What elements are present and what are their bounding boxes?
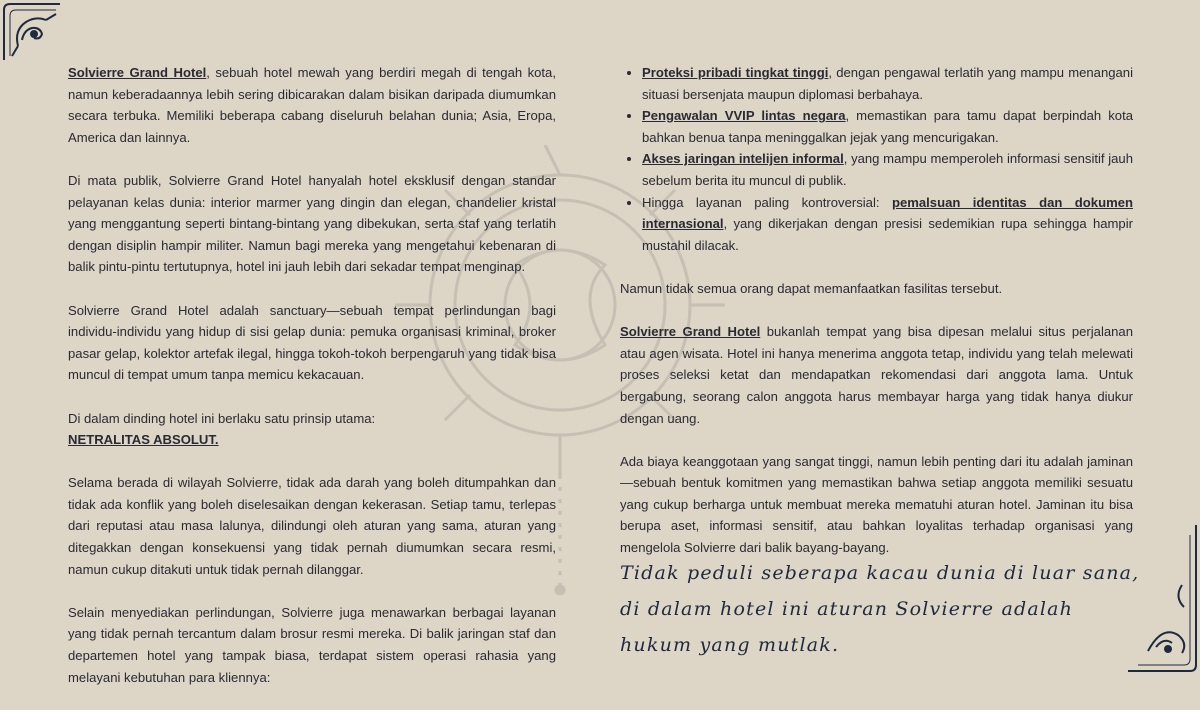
list-item: • Hingga layanan paling kontroversial: pemalsuan identitas dan dokumen internasional, yang dikerjakan dengan presisi sedemikian rupa sehingga hampir mustahil dilacak.: [642, 192, 1133, 257]
list-item: • Proteksi pribadi tingkat tinggi, dengan pengawal terlatih yang mampu menangani situasi bersenjata maupun diplomasi berbahaya.: [642, 62, 1133, 105]
services-intro-paragraph: Selain menyediakan perlindungan, Solvierre juga menawarkan berbagai layanan yang tidak pernah tercantum dalam brosur resmi mereka. Di balik jaringan staf dan departemen hotel yang tampak biasa, terdapat sistem operasi rahasia yang melayani kebutuhan para kliennya:: [68, 604, 556, 685]
list-item: • Akses jaringan intelijen informal, yang mampu memperoleh informasi sensitif jauh sebelum berita itu muncul di publik.: [642, 148, 1133, 191]
list-item: • Pengawalan VVIP lintas negara, memastikan para tamu dapat berpindah kota bahkan benua tanpa meninggalkan jejak yang mencurigakan.: [642, 105, 1133, 148]
corner-ornament-icon: [0, 0, 64, 64]
services-list: [620, 62, 1133, 256]
right-column: [620, 62, 1133, 580]
closing-quote: Tidak peduli seberapa kacau dunia di luar sana, di dalam hotel ini aturan Solvierre adalah hukum yang mutlak.: [620, 562, 1140, 656]
sanctuary-paragraph: Solvierre Grand Hotel adalah sanctuary—sebuah tempat perlindungan bagi individu-individu yang hidup di sisi gelap dunia: pemuka organisasi kriminal, broker pasar gelap, kolektor artefak ilegal, hingga tokoh-tokoh berpengaruh yang tidak bisa muncul di tempat umum tanpa memicu kekacauan.: [68, 302, 556, 383]
membership-paragraph: Solvierre Grand Hotel bukanlah tempat yang bisa dipesan melalui situs perjalanan atau agen wisata. Hotel ini hanya menerima anggota tetap, individu yang telah melewati proses seleksi ketat dan mendapatkan rekomendasi dari anggota lama. Untuk bergabung, seorang calon anggota harus membayar harga yang tidak hanya diukur dengan uang.: [620, 324, 1133, 426]
intro-paragraph: Solvierre Grand Hotel, sebuah hotel mewah yang berdiri megah di tengah kota, namun keberadaannya lebih sering dibicarakan dalam bisikan daripada diumumkan secara terbuka. Memiliki beberapa cabang diseluruh belahan dunia; Asia, Eropa, America dan lainnya.: [68, 65, 556, 145]
public-image-paragraph: Di mata publik, Solvierre Grand Hotel hanyalah hotel eksklusif dengan standar pelayanan kelas dunia: interior marmer yang dingin dan elegan, chandelier kristal yang menggantung seperti bintang-bintang yang dibekukan, serta staf yang terlatih dengan disiplin hampir militer. Namun bagi mereka yang mengetahui kebenaran di balik pintu-pintu tertutupnya, hotel ini jauh lebih dari sekadar tempat menginap.: [68, 172, 556, 275]
guarantee-paragraph: Ada biaya keanggotaan yang sangat tinggi, namun lebih penting dari itu adalah jaminan—sebuah bentuk komitmen yang memastikan bahwa setiap anggota memiliki sesuatu yang cukup berharga untuk membuat mereka mematuhi aturan hotel. Jaminan itu bisa berupa aset, informasi sensitif, atau bahkan loyalitas terhadap organisasi yang mengelola Solvierre dari balik bayang-bayang.: [620, 453, 1133, 556]
corner-ornament-icon: [1128, 525, 1200, 675]
principle-text: NETRALITAS ABSOLUT.: [68, 432, 219, 448]
principle-paragraph: Di dalam dinding hotel ini berlaku satu prinsip utama: NETRALITAS ABSOLUT.: [68, 410, 376, 448]
hotel-name: Solvierre Grand Hotel: [620, 324, 761, 340]
access-note-paragraph: Namun tidak semua orang dapat memanfaatkan fasilitas tersebut.: [620, 280, 1003, 296]
rules-paragraph: Selama berada di wilayah Solvierre, tidak ada darah yang boleh ditumpahkan dan tidak ada konflik yang boleh diselesaikan dengan kekerasan. Setiap tamu, terlepas dari reputasi atau masa lalunya, dilindungi oleh aturan yang sama, aturan yang ditegakkan dengan konsekuensi yang tidak pernah diumumkan secara resmi, namun cukup ditakuti untuk tidak pernah dilanggar.: [68, 475, 556, 577]
left-column: [68, 62, 556, 710]
hotel-name: Solvierre Grand Hotel: [68, 65, 207, 80]
